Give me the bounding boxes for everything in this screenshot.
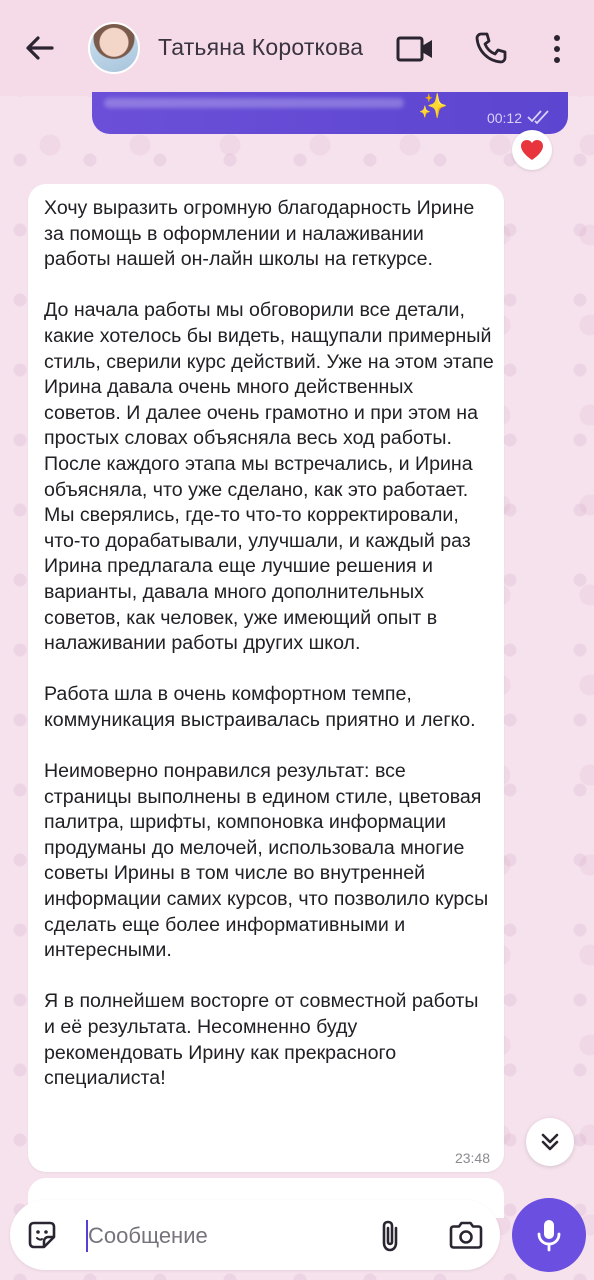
scroll-down-button[interactable] [526, 1118, 574, 1166]
heart-icon [519, 138, 545, 162]
video-call-icon[interactable] [396, 34, 434, 64]
blurred-text [104, 98, 404, 108]
heart-reaction[interactable] [512, 130, 552, 170]
message-composer [10, 1200, 500, 1270]
phone-icon[interactable] [474, 31, 508, 65]
camera-icon[interactable] [448, 1220, 484, 1250]
contact-avatar[interactable] [88, 22, 140, 74]
sparkles-emoji: ✨ [418, 93, 448, 120]
sent-message-bubble[interactable] [92, 92, 568, 134]
double-check-icon [526, 108, 552, 124]
contact-name[interactable]: Татьяна Короткова [158, 34, 364, 60]
sent-message-time: 00:12 [486, 110, 522, 126]
chevron-double-down-icon [539, 1131, 561, 1153]
received-message-bubble[interactable] [28, 184, 504, 1172]
sticker-icon[interactable] [26, 1219, 58, 1251]
microphone-button[interactable] [512, 1198, 586, 1272]
message-text: Хочу выразить огромную благодарность Ирине за помощь в оформлении и налаживании работы нашей он-лайн школы на геткурсе. До начала работы мы обговорили все детали, какие хотелось бы видеть, нащупали примерный стиль, сверили курс действий. Уже на этом этапе Ирина давала очень много действенных советов. И далее очень грамотно и при этом на простых словах объясняла весь ход работы. После каждого этапа мы встречались, и Ирина объясняла, что уже сделано, как это работает. Мы сверялись, где-то что-то корректировали, что-то дорабатывали, улучшали, и каждый раз Ирина предлагала еще лучшие решения и варианты, давала много дополнительных советов, как человек, уже имеющий опыт в налаживании работы других школ. Работа шла в очень комфортном темпе, коммуникация выстраивалась приятно и легко. Неимоверно понравился результат: все страницы выполнены в едином стиле, цветовая палитра, шрифты, компоновка информации продуманы до мелочей, использовала многие советы Ирины в том числе во внутренней информации самих курсов, что позволило курсы сделать еще более информативными и интересными. Я в полнейшем восторге от совместной работы и её результата. Несомненно буду рекомендовать Ирину как прекрасного специалиста! [44, 197, 494, 1090]
back-arrow-icon[interactable] [22, 30, 58, 66]
more-vert-icon[interactable] [548, 34, 566, 64]
chat-header [0, 0, 594, 96]
microphone-icon [535, 1217, 563, 1253]
message-input[interactable] [88, 1218, 348, 1254]
paperclip-icon[interactable] [376, 1218, 404, 1254]
received-message-time: 23:48 [454, 1150, 490, 1166]
